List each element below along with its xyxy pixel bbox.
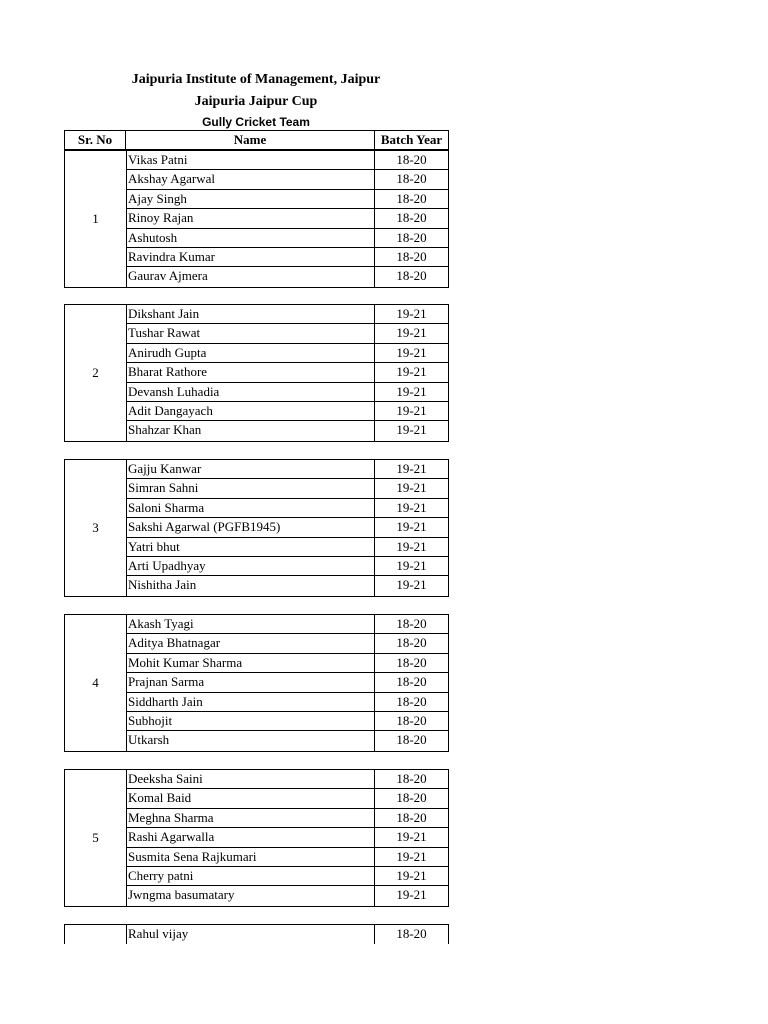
member-batch-year: 19-21 [396, 383, 427, 399]
table-row [126, 634, 448, 653]
team-sr-no [65, 925, 127, 944]
member-batch-year: 18-20 [396, 732, 427, 748]
member-batch-year: 18-20 [396, 654, 427, 670]
member-name: Meghna Sharma [126, 809, 375, 827]
member-name: Simran Sahni [126, 479, 375, 497]
team-sr-no: 1 [65, 151, 127, 287]
table-row [126, 229, 448, 248]
table-row [126, 518, 448, 537]
institute-title: Jaipuria Institute of Management, Jaipur [131, 72, 381, 87]
member-batch-year: 18-20 [396, 152, 427, 167]
table-row [126, 789, 448, 808]
member-batch-year: 18-20 [396, 190, 427, 206]
member-name: Shahzar Khan [126, 421, 375, 440]
member-name: Nishitha Jain [126, 576, 375, 595]
table-row [126, 344, 448, 363]
member-name: Adit Dangayach [126, 402, 375, 420]
member-name: Cherry patni [126, 867, 375, 885]
table-row [126, 848, 448, 867]
team-sr-no: 4 [65, 615, 127, 751]
table-row [126, 673, 448, 692]
member-batch-year: 18-20 [396, 771, 427, 786]
member-batch-year: 18-20 [396, 210, 427, 226]
member-name: Arti Upadhyay [126, 557, 375, 575]
table-row [126, 421, 448, 440]
team-block [64, 924, 449, 944]
member-batch-year: 19-21 [396, 557, 427, 573]
member-batch-year: 19-21 [396, 306, 427, 321]
member-name: Akshay Agarwal [126, 170, 375, 188]
member-name: Prajnan Sarma [126, 673, 375, 691]
table-row [126, 267, 448, 286]
team-sr-no: 2 [65, 305, 127, 441]
table-row [126, 383, 448, 402]
table-row [126, 925, 448, 944]
member-name: Aditya Bhatnagar [126, 634, 375, 652]
table-row [126, 363, 448, 382]
member-batch-year: 18-20 [396, 926, 427, 941]
table-row [126, 538, 448, 557]
event-title: Gully Cricket Team [202, 115, 310, 129]
member-batch-year: 19-21 [396, 867, 427, 883]
member-name: Rahul vijay [126, 925, 375, 944]
member-batch-year: 18-20 [396, 809, 427, 825]
team-sr-no: 5 [65, 770, 127, 906]
member-name: Siddharth Jain [126, 693, 375, 711]
member-name: Dikshant Jain [126, 305, 375, 323]
member-batch-year: 19-21 [396, 480, 427, 496]
table-row [126, 499, 448, 518]
member-batch-year: 19-21 [396, 499, 427, 515]
member-batch-year: 18-20 [396, 616, 427, 631]
team-block [64, 304, 449, 442]
table-row [126, 654, 448, 673]
table-row [126, 731, 448, 750]
member-name: Utkarsh [126, 731, 375, 750]
member-batch-year: 19-21 [396, 461, 427, 476]
table-row [126, 170, 448, 189]
member-batch-year: 18-20 [396, 790, 427, 806]
member-batch-year: 18-20 [396, 248, 427, 264]
table-row [126, 209, 448, 228]
member-name: Ravindra Kumar [126, 248, 375, 266]
member-name: Ashutosh [126, 229, 375, 247]
member-name: Bharat Rathore [126, 363, 375, 381]
member-name: Sakshi Agarwal (PGFB1945) [126, 518, 375, 536]
member-name: Anirudh Gupta [126, 344, 375, 362]
member-batch-year: 19-21 [396, 364, 427, 380]
member-name: Rinoy Rajan [126, 209, 375, 227]
table-row [126, 770, 448, 789]
member-name: Akash Tyagi [126, 615, 375, 633]
table-row [126, 809, 448, 828]
member-name: Subhojit [126, 712, 375, 730]
member-name: Devansh Luhadia [126, 383, 375, 401]
team-block [64, 459, 449, 597]
team-block [64, 769, 449, 907]
header-sr-no: Sr. No [65, 131, 126, 149]
table-row [126, 615, 448, 634]
cup-title: Jaipuria Jaipur Cup [194, 94, 318, 109]
table-row [126, 693, 448, 712]
header-batch-year: Batch Year [380, 132, 443, 147]
header-name: Name [126, 131, 375, 149]
table-row [126, 479, 448, 498]
member-name: Ajay Singh [126, 190, 375, 208]
table-row [126, 248, 448, 267]
member-name: Tushar Rawat [126, 324, 375, 342]
member-name: Rashi Agarwalla [126, 828, 375, 846]
member-batch-year: 19-21 [396, 422, 427, 438]
member-batch-year: 19-21 [396, 402, 427, 418]
member-name: Saloni Sharma [126, 499, 375, 517]
table-row [126, 576, 448, 595]
table-row [126, 867, 448, 886]
table-row [126, 886, 448, 905]
member-batch-year: 19-21 [396, 538, 427, 554]
table-row [126, 305, 448, 324]
member-batch-year: 18-20 [396, 171, 427, 187]
member-name: Gajju Kanwar [126, 460, 375, 478]
member-name: Susmita Sena Rajkumari [126, 848, 375, 866]
member-batch-year: 18-20 [396, 229, 427, 245]
table-row [126, 557, 448, 576]
member-batch-year: 19-21 [396, 887, 427, 903]
team-block [64, 614, 449, 752]
member-name: Yatri bhut [126, 538, 375, 556]
member-batch-year: 18-20 [396, 635, 427, 651]
member-batch-year: 19-21 [396, 344, 427, 360]
member-batch-year: 18-20 [396, 693, 427, 709]
table-row [126, 712, 448, 731]
table-row [126, 460, 448, 479]
member-batch-year: 19-21 [396, 848, 427, 864]
table-row [126, 190, 448, 209]
member-name: Gaurav Ajmera [126, 267, 375, 286]
member-name: Jwngma basumatary [126, 886, 375, 905]
member-batch-year: 18-20 [396, 268, 427, 284]
member-batch-year: 19-21 [396, 829, 427, 845]
team-block [64, 150, 449, 288]
member-name: Mohit Kumar Sharma [126, 654, 375, 672]
table-row [126, 324, 448, 343]
table-row [126, 828, 448, 847]
member-batch-year: 18-20 [396, 674, 427, 690]
team-sr-no: 3 [65, 460, 127, 596]
table-row [126, 402, 448, 421]
member-name: Vikas Patni [126, 151, 375, 169]
member-batch-year: 19-21 [396, 577, 427, 593]
member-batch-year: 19-21 [396, 519, 427, 535]
member-batch-year: 19-21 [396, 325, 427, 341]
member-name: Komal Baid [126, 789, 375, 807]
member-batch-year: 18-20 [396, 712, 427, 728]
table-header [64, 130, 449, 150]
member-name: Deeksha Saini [126, 770, 375, 788]
table-row [126, 151, 448, 170]
